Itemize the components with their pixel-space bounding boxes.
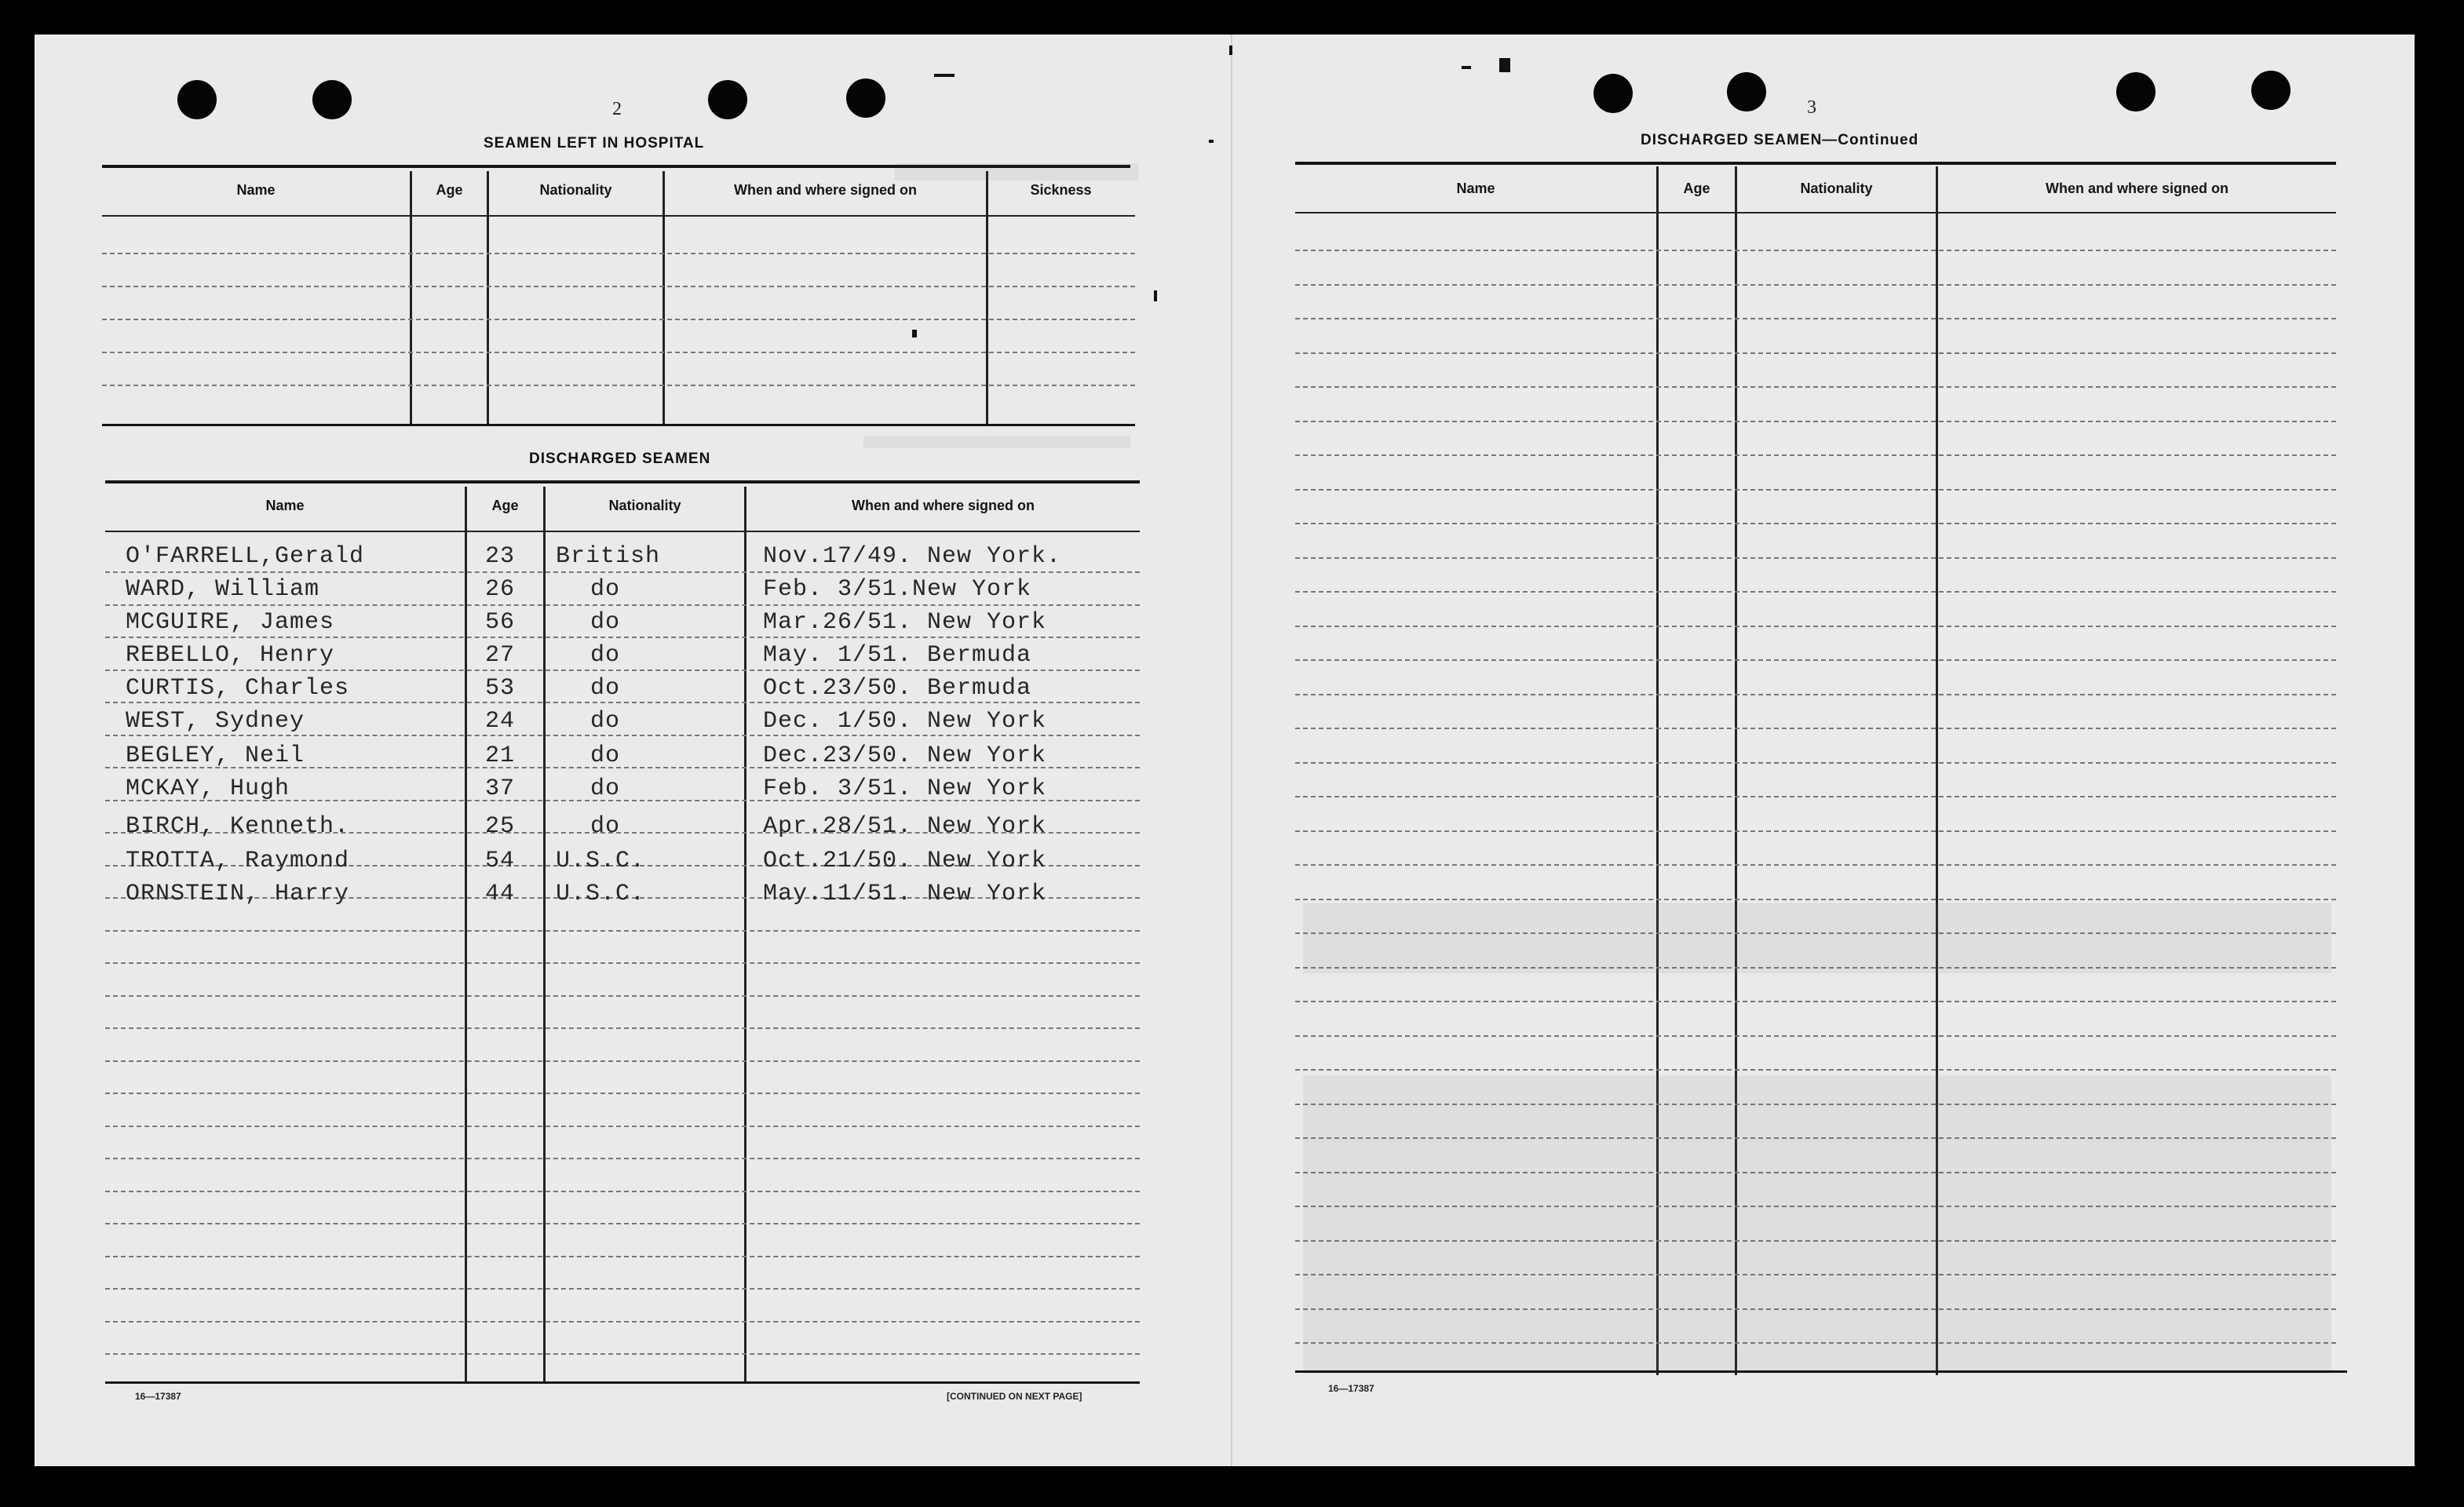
seaman-nationality: do bbox=[590, 576, 621, 603]
ruled-line bbox=[1295, 728, 2336, 729]
dust-speck bbox=[1209, 140, 1214, 143]
ruled-line bbox=[105, 1093, 1140, 1094]
ruled-line bbox=[1295, 1069, 2336, 1071]
discharged-col-divider bbox=[465, 487, 467, 1381]
seaman-name: O'FARRELL,Gerald bbox=[126, 543, 365, 570]
seaman-signed-on: Feb. 3/51. New York bbox=[763, 775, 1047, 802]
discharged-col-divider bbox=[744, 487, 747, 1381]
ruled-line bbox=[1295, 421, 2336, 422]
seaman-age: 56 bbox=[485, 609, 516, 636]
ruled-line bbox=[105, 1060, 1140, 1062]
page-number: 3 bbox=[1807, 97, 1816, 118]
continued-top-rule bbox=[1295, 162, 2336, 165]
discharged-top-rule bbox=[105, 480, 1140, 483]
ruled-line bbox=[1295, 386, 2336, 388]
ruled-line bbox=[1295, 489, 2336, 491]
hospital-header-name: Name bbox=[236, 182, 276, 198]
seaman-name: ORNSTEIN, Harry bbox=[126, 881, 350, 907]
ruled-line bbox=[1295, 830, 2336, 832]
ruled-line bbox=[1295, 318, 2336, 319]
punch-hole bbox=[708, 80, 747, 119]
dust-speck bbox=[1499, 58, 1510, 72]
ruled-line bbox=[1295, 284, 2336, 286]
seaman-nationality: U.S.C. bbox=[556, 881, 646, 907]
ruled-line bbox=[105, 702, 1140, 703]
continued-bottom-rule bbox=[1295, 1370, 2347, 1373]
punch-hole bbox=[1593, 74, 1633, 113]
seaman-age: 53 bbox=[485, 675, 516, 702]
discharged-col-divider bbox=[543, 487, 546, 1381]
seaman-age: 37 bbox=[485, 775, 516, 802]
ruled-line bbox=[1295, 1035, 2336, 1037]
discharged-header-name: Name bbox=[265, 498, 305, 513]
ruled-line bbox=[105, 995, 1140, 997]
seaman-signed-on: Dec.23/50. New York bbox=[763, 743, 1047, 769]
continued-header-rule bbox=[1295, 212, 2336, 213]
dust-speck bbox=[912, 330, 917, 338]
seaman-name: REBELLO, Henry bbox=[126, 642, 335, 669]
seaman-age: 27 bbox=[485, 642, 516, 669]
seaman-nationality: do bbox=[590, 775, 621, 802]
ruled-line bbox=[105, 1158, 1140, 1159]
hospital-ruled-line bbox=[102, 352, 1135, 353]
hospital-ruled-line bbox=[102, 253, 1135, 254]
form-number: 16—17387 bbox=[1328, 1383, 1374, 1394]
ruled-line bbox=[105, 1353, 1140, 1355]
ruled-line bbox=[105, 670, 1140, 671]
seaman-nationality: do bbox=[590, 708, 621, 735]
seaman-signed-on: Oct.23/50. Bermuda bbox=[763, 675, 1032, 702]
punch-hole bbox=[846, 78, 885, 118]
seaman-name: BIRCH, Kenneth. bbox=[126, 813, 350, 840]
seaman-signed-on: Feb. 3/51.New York bbox=[763, 576, 1032, 603]
show-through bbox=[1303, 903, 2331, 973]
ruled-line bbox=[105, 604, 1140, 606]
ruled-line bbox=[105, 571, 1140, 573]
ruled-line bbox=[1295, 591, 2336, 593]
discharged-continued-title: DISCHARGED SEAMEN—Continued bbox=[1641, 132, 1919, 148]
hospital-header-age: Age bbox=[436, 182, 463, 198]
ruled-line bbox=[105, 1321, 1140, 1323]
ruled-line bbox=[105, 637, 1140, 638]
seaman-signed-on: May.11/51. New York bbox=[763, 881, 1047, 907]
seaman-age: 24 bbox=[485, 708, 516, 735]
hospital-ruled-line bbox=[102, 319, 1135, 320]
discharged-header-age: Age bbox=[491, 498, 519, 513]
ruled-line bbox=[1295, 694, 2336, 695]
punch-hole bbox=[1727, 72, 1766, 111]
seaman-age: 54 bbox=[485, 848, 516, 874]
ruled-line bbox=[1295, 454, 2336, 456]
ruled-line bbox=[105, 1191, 1140, 1192]
ruled-line bbox=[105, 1223, 1140, 1224]
show-through bbox=[863, 436, 1130, 448]
punch-hole bbox=[2251, 71, 2291, 110]
seaman-name: BEGLEY, Neil bbox=[126, 743, 305, 769]
discharged-header-signed-on: When and where signed on bbox=[851, 498, 1035, 513]
hospital-header-signed-on: When and where signed on bbox=[733, 182, 917, 198]
page-fold bbox=[1231, 35, 1232, 1466]
hospital-header-nationality: Nationality bbox=[539, 182, 612, 198]
ruled-line bbox=[1295, 250, 2336, 251]
form-number: 16—17387 bbox=[135, 1391, 181, 1402]
dust-speck bbox=[1462, 66, 1471, 69]
continued-note: [CONTINUED ON NEXT PAGE] bbox=[947, 1391, 1082, 1402]
seaman-name: MCGUIRE, James bbox=[126, 609, 335, 636]
ruled-line bbox=[1295, 796, 2336, 797]
seaman-nationality: U.S.C. bbox=[556, 848, 646, 874]
ruled-line bbox=[105, 1288, 1140, 1290]
continued-header-signed-on: When and where signed on bbox=[2045, 181, 2229, 196]
ruled-line bbox=[105, 1256, 1140, 1257]
punch-hole bbox=[312, 80, 352, 119]
ruled-line bbox=[105, 962, 1140, 964]
ruled-line bbox=[105, 735, 1140, 736]
continued-header-name: Name bbox=[1456, 181, 1495, 196]
hospital-header-rule bbox=[102, 215, 1135, 217]
seaman-nationality: do bbox=[590, 675, 621, 702]
seaman-name: TROTTA, Raymond bbox=[126, 848, 350, 874]
ruled-line bbox=[1295, 557, 2336, 559]
dust-speck bbox=[934, 74, 955, 77]
seaman-signed-on: May. 1/51. Bermuda bbox=[763, 642, 1032, 669]
hospital-ruled-line bbox=[102, 385, 1135, 386]
seaman-name: CURTIS, Charles bbox=[126, 675, 350, 702]
discharged-section-title: DISCHARGED SEAMEN bbox=[529, 451, 711, 467]
hospital-bottom-rule bbox=[102, 424, 1135, 426]
seaman-signed-on: Nov.17/49. New York. bbox=[763, 543, 1062, 570]
continued-header-nationality: Nationality bbox=[1800, 181, 1873, 196]
ruled-line bbox=[1295, 864, 2336, 866]
hospital-ruled-line bbox=[102, 286, 1135, 287]
seaman-age: 25 bbox=[485, 813, 516, 840]
ruled-line bbox=[105, 930, 1140, 932]
discharged-bottom-rule bbox=[105, 1381, 1140, 1384]
ruled-line bbox=[1295, 899, 2336, 900]
hospital-section-title: SEAMEN LEFT IN HOSPITAL bbox=[484, 135, 705, 151]
seaman-name: MCKAY, Hugh bbox=[126, 775, 290, 802]
seaman-age: 23 bbox=[485, 543, 516, 570]
seaman-name: WEST, Sydney bbox=[126, 708, 305, 735]
seaman-signed-on: Oct.21/50. New York bbox=[763, 848, 1047, 874]
seaman-nationality: do bbox=[590, 813, 621, 840]
dust-speck bbox=[1229, 46, 1232, 55]
seaman-signed-on: Apr.28/51. New York bbox=[763, 813, 1047, 840]
ruled-line bbox=[1295, 1001, 2336, 1002]
ruled-line bbox=[1295, 762, 2336, 764]
ruled-line bbox=[1295, 352, 2336, 354]
continued-header-age: Age bbox=[1683, 181, 1710, 196]
seaman-name: WARD, William bbox=[126, 576, 320, 603]
ruled-line bbox=[1295, 659, 2336, 661]
ruled-line bbox=[105, 1027, 1140, 1029]
hospital-header-sickness: Sickness bbox=[1030, 182, 1092, 198]
seaman-age: 21 bbox=[485, 743, 516, 769]
ruled-line bbox=[105, 1126, 1140, 1127]
seaman-signed-on: Mar.26/51. New York bbox=[763, 609, 1047, 636]
seaman-nationality: British bbox=[556, 543, 661, 570]
hospital-top-rule bbox=[102, 165, 1130, 168]
ruled-line bbox=[1295, 523, 2336, 524]
seaman-age: 26 bbox=[485, 576, 516, 603]
seaman-signed-on: Dec. 1/50. New York bbox=[763, 708, 1047, 735]
seaman-age: 44 bbox=[485, 881, 516, 907]
seaman-nationality: do bbox=[590, 609, 621, 636]
page-number: 2 bbox=[612, 99, 622, 119]
discharged-header-rule bbox=[105, 531, 1140, 532]
punch-hole bbox=[177, 80, 217, 119]
punch-hole bbox=[2116, 72, 2156, 111]
show-through bbox=[1303, 1075, 2331, 1374]
dust-speck bbox=[1154, 290, 1157, 301]
discharged-header-nationality: Nationality bbox=[608, 498, 681, 513]
seaman-nationality: do bbox=[590, 642, 621, 669]
seaman-nationality: do bbox=[590, 743, 621, 769]
ruled-line bbox=[1295, 626, 2336, 627]
